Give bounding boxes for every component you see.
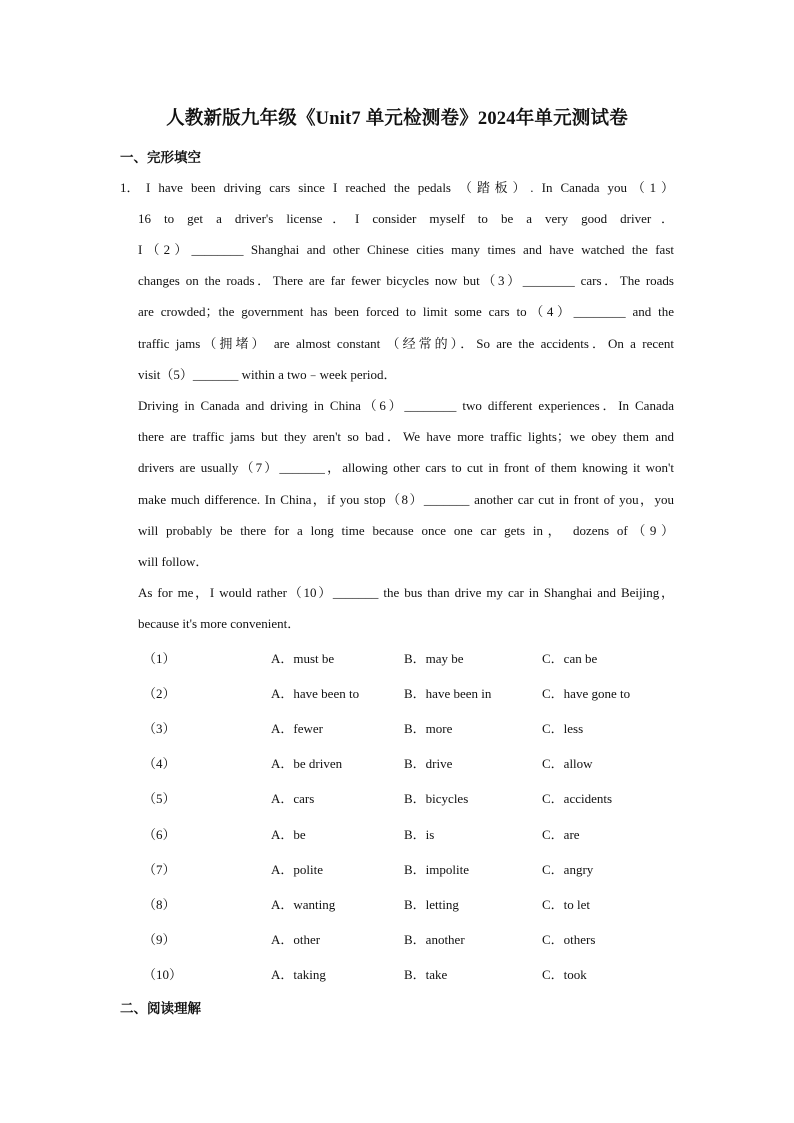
option-a[interactable]: A．wanting (271, 897, 336, 912)
option-b[interactable]: B．have been in (404, 686, 492, 701)
option-number: （9） (143, 932, 176, 947)
option-number: （3） (143, 721, 176, 736)
option-c[interactable]: C．have gone to (542, 686, 631, 701)
option-number: （1） (143, 651, 176, 666)
passage-line: I have been driving cars since I reached the pedals （踏板）. In Canada you（1） (146, 180, 674, 195)
option-c[interactable]: C．can be (542, 651, 598, 666)
option-row (143, 964, 703, 984)
option-a[interactable]: A．other (271, 932, 321, 947)
option-c[interactable]: C．to let (542, 897, 591, 912)
option-b[interactable]: B．may be (404, 651, 464, 666)
option-b[interactable]: B．drive (404, 756, 453, 771)
page-title: 人教新版九年级《Unit7 单元检测卷》2024年单元测试卷 (166, 109, 628, 129)
option-row (143, 859, 703, 879)
option-a[interactable]: A．taking (271, 967, 326, 982)
passage-line: are crowded；the government has been forced to limit some cars to（4）________ and the (138, 304, 674, 319)
option-number: （5） (143, 791, 176, 806)
option-c[interactable]: C．angry (542, 862, 594, 877)
option-a[interactable]: A．be (271, 827, 306, 842)
option-c[interactable]: C．are (542, 827, 580, 842)
option-number: （8） (143, 897, 176, 912)
option-number: （2） (143, 686, 176, 701)
option-a[interactable]: A．fewer (271, 721, 323, 736)
passage-line: because it's more convenient． (138, 616, 301, 631)
option-number: （6） (143, 827, 176, 842)
option-a[interactable]: A．must be (271, 651, 335, 666)
option-a[interactable]: A．be driven (271, 756, 343, 771)
passage-line: I（2）________ Shanghai and other Chinese cities many times and have watched the fast (138, 242, 674, 257)
option-b[interactable]: B．another (404, 932, 465, 947)
passage-line: visit（5）_______ within a two﹣week period． (138, 367, 397, 382)
option-c[interactable]: C．allow (542, 756, 593, 771)
passage-line: As for me，I would rather（10）_______ the bus than drive my car in Shanghai and Beijing， (138, 585, 674, 600)
option-row (143, 788, 703, 808)
option-c[interactable]: C．took (542, 967, 587, 982)
passage-line: changes on the roads．There are far fewer bicycles now but（3）________ cars．The roads (138, 273, 674, 288)
passage-line: Driving in Canada and driving in China（6）________ two different experiences．In Canada (138, 398, 674, 413)
option-b[interactable]: B．more (404, 721, 453, 736)
option-row (143, 929, 703, 949)
option-a[interactable]: A．polite (271, 862, 323, 877)
passage-line: make much difference. In China，if you stop（8）_______ another car cut in front of you，you (138, 492, 674, 507)
option-number: （10） (143, 967, 183, 982)
passage-line: traffic jams（拥堵） are almost constant （经常的）．So are the accidents．On a recent (138, 336, 674, 351)
passage-line: will follow． (138, 554, 209, 569)
section-heading-cloze: 一、完形填空 (120, 150, 201, 165)
passage-line: will probably be there for a long time because once one car gets in， dozens of（9） (138, 523, 674, 538)
option-row (143, 648, 703, 668)
option-a[interactable]: A．have been to (271, 686, 360, 701)
option-row (143, 683, 703, 703)
option-number: （7） (143, 862, 176, 877)
option-b[interactable]: B．is (404, 827, 435, 842)
option-b[interactable]: B．letting (404, 897, 459, 912)
option-row (143, 753, 703, 773)
option-b[interactable]: B．impolite (404, 862, 470, 877)
option-b[interactable]: B．bicycles (404, 791, 469, 806)
option-row (143, 894, 703, 914)
option-c[interactable]: C．others (542, 932, 596, 947)
option-row (143, 718, 703, 738)
option-b[interactable]: B．take (404, 967, 448, 982)
passage-line: there are traffic jams but they aren't so bad．We have more traffic lights；we obey them and (138, 429, 674, 444)
option-number: （4） (143, 756, 176, 771)
passage-line: 16 to get a driver's license．I consider myself to be a very good driver． (138, 211, 674, 226)
passage-line: drivers are usually（7）_______，allowing other cars to cut in front of them knowing it won't (138, 460, 674, 475)
question-number: 1． (120, 180, 140, 195)
option-a[interactable]: A．cars (271, 791, 315, 806)
option-row (143, 824, 703, 844)
section-heading-reading: 二、阅读理解 (120, 1001, 201, 1016)
option-c[interactable]: C．less (542, 721, 584, 736)
option-c[interactable]: C．accidents (542, 791, 613, 806)
